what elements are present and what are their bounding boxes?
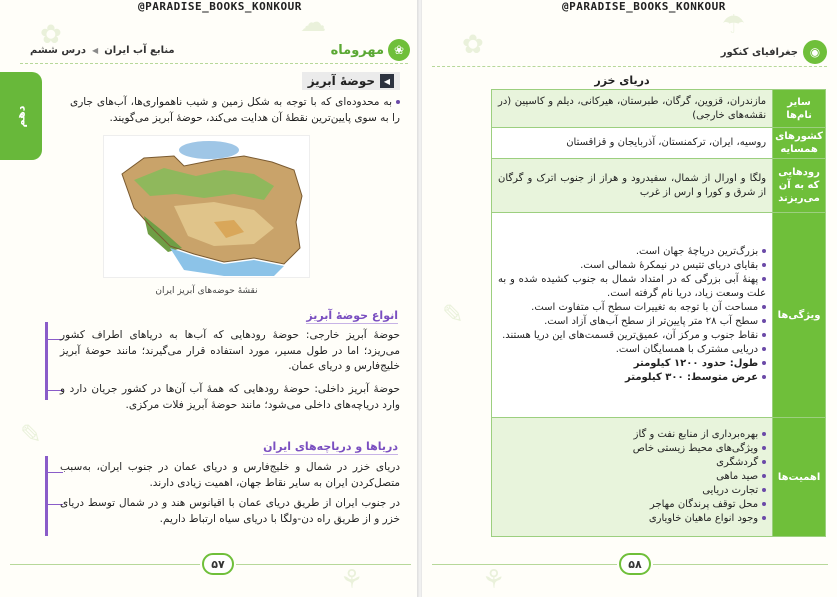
type-external: حوضهٔ آبریز خارجی: حوضهٔ رودهایی که آب‌ها به دریاهای اطراف کشور می‌ریزد؛ اما در طول مسیر، مورد استفاده قرار می‌گیرند؛ مانند حوضهٔ آبریز خلیج‌فارس و دریای عمان. <box>60 329 400 372</box>
table-row <box>492 213 826 418</box>
seas-bracket <box>45 456 48 536</box>
list-item: محل توقف پرندگان مهاجر <box>498 498 766 512</box>
footer-line <box>236 564 411 565</box>
page-header <box>30 38 410 62</box>
list-item: طول: حدود ۱۲۰۰ کیلومتر <box>498 357 766 371</box>
bullet-icon <box>762 375 766 379</box>
importance-list <box>492 418 773 537</box>
list-item: پهنهٔ آبی بزرگی که در امتداد شمال به جنوب کشیده شده و به علت وسعت زیاد، دریا نام گرفته است. <box>498 274 767 299</box>
header-divider <box>432 66 827 67</box>
row-content: مازندران، قزوین، گرگان، طبرستان، هیرکانی، دیلم و کاسپین (در نقشه‌های خارجی) <box>492 90 773 128</box>
types-heading: انواع حوضهٔ آبریز <box>306 309 398 322</box>
bullet-icon <box>762 333 766 337</box>
left-page <box>0 0 418 597</box>
doodle-icon: ✎ <box>20 420 42 450</box>
table-row <box>492 418 826 537</box>
doodle-icon: ☁ <box>300 8 326 38</box>
list-item: صید ماهی <box>498 470 766 484</box>
watermark: @PARADISE_BOOKS_KONKOUR <box>562 0 726 13</box>
features-list <box>492 213 773 418</box>
list-item: سطح آب ۲۸ متر پایین‌تر از سطح آب‌های آزاد است. <box>498 315 766 329</box>
row-content: ولگا و اورال از شمال، سفیدرود و هراز از جنوب اترک و گرگان از شرق و کورا و ارس از غرب <box>492 159 773 213</box>
section-title-text: حوضهٔ آبریز <box>307 74 375 88</box>
row-label: سایر نام‌ها <box>773 90 826 128</box>
table-row <box>492 128 826 159</box>
bullet-icon <box>762 347 766 351</box>
list-item: مساحت آن با توجه به تغییرات سطح آب متفاوت است. <box>498 301 766 315</box>
bullet-icon <box>762 305 766 309</box>
doodle-icon: ✿ <box>462 30 484 60</box>
list-item: نقاط جنوب و مرکز آن، عمیق‌ترین قسمت‌های این دریا هستند. <box>498 329 766 343</box>
row-content: روسیه، ایران، ترکمنستان، آذربایجان و قزاقستان <box>492 128 773 159</box>
footer-line <box>653 564 828 565</box>
section-title <box>302 72 400 90</box>
row-label: اهمیت‌ها <box>773 418 826 537</box>
type-internal: حوضهٔ آبریز داخلی: حوضهٔ رودهایی که همهٔ آب آن‌ها در کشور جریان دارد و وارد دریاچه‌های داخلی می‌شود؛ مانند حوضهٔ آبریز فلات مرکزی. <box>60 383 400 411</box>
side-tab-label: دهم <box>14 105 28 127</box>
bullet-icon <box>762 516 766 520</box>
page-number: ۵۷ <box>202 553 234 575</box>
leaf-icon: ❀ <box>388 39 410 61</box>
doodle-icon: ✎ <box>442 300 464 330</box>
breadcrumb-lesson: درس ششم <box>30 44 87 56</box>
list-item: گردشگری <box>498 456 766 470</box>
seas-para-2: در جنوب ایران از طریق دریای عمان با اقیانوس هند و در شمال توسط دریای خزر و از طریق راه دن-ولگا با دریای سیاه ارتباط داریم. <box>60 497 400 525</box>
table-row <box>492 159 826 213</box>
footer-line <box>432 564 617 565</box>
row-label: ویژگی‌ها <box>773 213 826 418</box>
bullet-icon <box>762 432 766 436</box>
bullet-icon <box>762 277 766 281</box>
watermark: @PARADISE_BOOKS_KONKOUR <box>138 0 302 13</box>
bullet-icon <box>762 488 766 492</box>
page-header <box>721 40 827 64</box>
basin-map <box>103 135 310 278</box>
doodle-icon: ⚘ <box>482 565 506 595</box>
list-item: عرض متوسط: ۳۰۰ کیلومتر <box>498 371 766 385</box>
page-number: ۵۸ <box>619 553 651 575</box>
bullet-icon <box>762 474 766 478</box>
types-bracket <box>45 322 48 400</box>
intro-text: به محدوده‌ای که با توجه به شکل زمین و شیب ناهمواری‌ها، آب‌های جاری را به سوی پایین‌ترین نقطهٔ آن هدایت می‌کند، حوضهٔ آبریز می‌گویند. <box>70 96 400 124</box>
doodle-icon: ⚘ <box>340 565 364 595</box>
map-caption: نقشهٔ حوضه‌های آبریز ایران <box>155 286 258 296</box>
globe-icon: ◉ <box>803 40 827 64</box>
brand-logo <box>331 39 410 61</box>
list-item: دریایی مشترک با همسایگان است. <box>498 343 766 357</box>
footer-line <box>10 564 200 565</box>
bullet-icon <box>762 263 766 267</box>
seas-para-1: دریای خزر در شمال و خلیج‌فارس و دریای عمان در جنوب ایران، به‌سبب متصل‌کردن ایران به سایر نقاط جهان، اهمیت زیادی دارند. <box>60 461 400 489</box>
header-divider <box>20 63 408 64</box>
bullet-icon <box>762 361 766 365</box>
row-label: کشورهای همسایه <box>773 128 826 159</box>
caspian-table <box>491 89 826 537</box>
bullet-icon <box>762 460 766 464</box>
list-item: بقایای دریای تتیس در نیمکرهٔ شمالی است. <box>498 259 766 273</box>
header-title: جغرافیای کنکور <box>720 46 798 58</box>
bullet-icon <box>762 249 766 253</box>
side-tab <box>0 72 42 160</box>
doodle-icon: ✿ <box>40 20 62 50</box>
iran-map-image <box>104 136 310 278</box>
breadcrumb-separator-icon: ◀ <box>92 45 99 55</box>
breadcrumb-topic: منابع آب ایران <box>104 44 175 56</box>
right-page <box>422 0 837 597</box>
table-row <box>492 90 826 128</box>
intro-paragraph <box>70 95 400 126</box>
seas-heading: دریاها و دریاچه‌های ایران <box>263 440 398 453</box>
list-item: تجارت دریایی <box>498 484 766 498</box>
brand-name: مهروماه <box>330 42 384 58</box>
table-title: دریای خزر <box>594 74 650 87</box>
doodle-icon: ☂ <box>722 10 746 40</box>
play-icon: ◀ <box>380 74 394 88</box>
list-item: وجود انواع ماهیان خاویاری <box>498 512 766 526</box>
list-item: بهره‌برداری از منابع نفت و گاز <box>498 428 766 442</box>
list-item: بزرگ‌ترین دریاچهٔ جهان است. <box>498 245 766 259</box>
bullet-icon <box>762 319 766 323</box>
bullet-icon <box>762 446 766 450</box>
row-label: رودهایی که به آن می‌ریزند <box>773 159 826 213</box>
list-item: ویژگی‌های محیط زیستی خاص <box>498 442 766 456</box>
bullet-icon <box>762 502 766 506</box>
bullet-icon <box>396 100 400 104</box>
